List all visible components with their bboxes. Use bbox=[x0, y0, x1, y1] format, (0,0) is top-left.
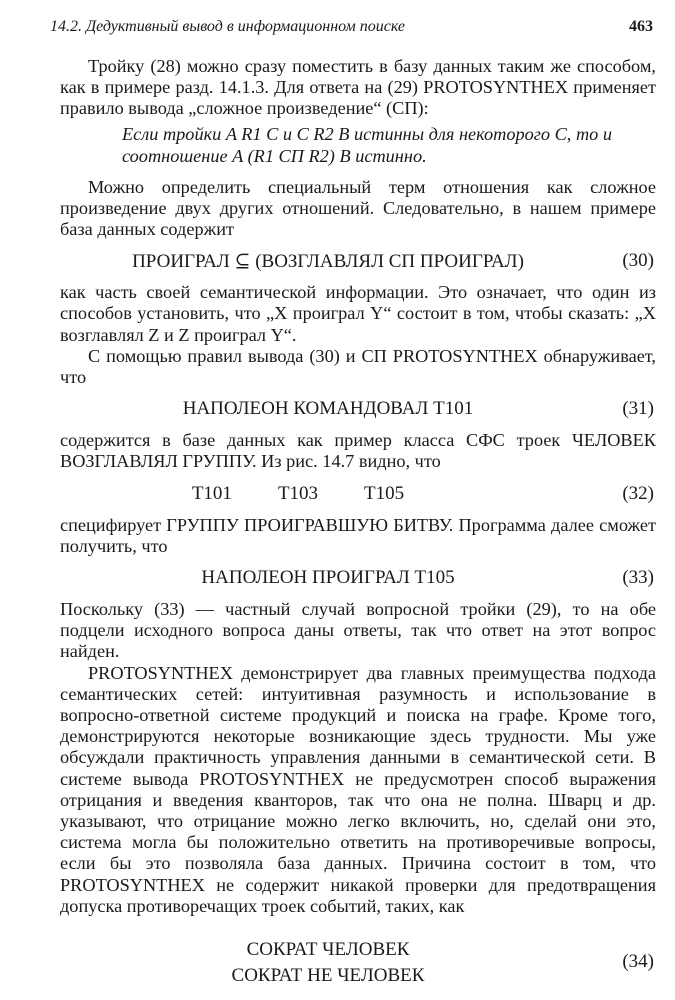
formula-31-number: (31) bbox=[622, 398, 654, 420]
formula-33-number: (33) bbox=[622, 567, 654, 589]
formula-34-number: (34) bbox=[622, 951, 654, 973]
page-header bbox=[50, 14, 653, 44]
triple-t105: Т105 bbox=[364, 482, 405, 504]
running-head: 14.2. Дедуктивный вывод в информационном поиске bbox=[50, 18, 406, 35]
formula-32-number: (32) bbox=[622, 482, 654, 504]
triple-t101: Т101 bbox=[191, 482, 232, 504]
triple-t103: Т103 bbox=[277, 482, 319, 504]
paragraph-4: С помощью правил вывода (30) и СП PROTOSYNTHEX обнаруживает, что bbox=[60, 345, 656, 388]
paragraph-6: специфирует ГРУППУ ПРОИГРАВШУЮ БИТВУ. Программа далее сможет получить, что bbox=[60, 514, 656, 556]
inference-rule: Если тройки A R1 C и C R2 B истинны для некоторого C, то и соотношение A (R1 СП R2) B истинно. bbox=[122, 123, 612, 166]
formula-34-expression bbox=[60, 937, 596, 989]
formula-31-expression: НАПОЛЕОН КОМАНДОВАЛ Т101 bbox=[182, 398, 474, 420]
formula-33 bbox=[60, 565, 656, 593]
paragraph-5: содержится в базе данных как пример класса СФС троек ЧЕЛОВЕК ВОЗГЛАВЛЯЛ ГРУППУ. Из рис. 14.7 видно, что bbox=[60, 430, 656, 472]
formula-32-expression bbox=[60, 483, 536, 505]
paragraph-2: Можно определить специальный терм отношения как сложное произведение двух других отношений. Следовательно, в нашем примере база данных содержит bbox=[60, 176, 656, 240]
formula-30 bbox=[60, 248, 656, 276]
formula-31 bbox=[60, 396, 656, 424]
page-number: 463 bbox=[629, 18, 653, 35]
page-body bbox=[60, 56, 656, 993]
paragraph-7: Поскольку (33) — частный случай вопросной тройки (29), то на обе подцели исходного вопроса даны ответы, так что ответ на этот вопрос найден. bbox=[60, 599, 656, 662]
formula-34-line-2: СОКРАТ НЕ ЧЕЛОВЕК bbox=[231, 965, 425, 987]
paragraph-8: PROTOSYNTHEX демонстрирует два главных преимущества подхода семантических сетей: интуитивная разумность и использование в вопросно-ответной системе продукций и поиска на графе. Кроме того, демонстрируются некоторые возникающие здесь трудности. Мы уже обсуждали практичность управления данными в семантической сети. В системе вывода PROTOSYNTHEX не предусмотрен способ выражения отрицания и введения кванторов, так что она не полна. Шварц и др. указывают, что отрицание можно легко включить, но, сделай они это, система могла бы положительно ответить на противоречивые вопросы, если бы это позволяла база данных. Причина состоит в том, что PROTOSYNTHEX не содержит никакой проверки для предотвращения допуска противоречащих троек событий, таких, как bbox=[60, 662, 656, 916]
paragraph-3: как часть своей семантической информации. Это означает, что один из способов установить, что „X проиграл Y“ состоит в том, чтобы сказать: „X возглавлял Z и Z проиграл Y“. bbox=[60, 282, 656, 345]
formula-32 bbox=[60, 481, 656, 509]
formula-34 bbox=[60, 937, 656, 993]
formula-30-expression: ПРОИГРАЛ ⊆ (ВОЗГЛАВЛЯЛ СП ПРОИГРАЛ) bbox=[132, 251, 524, 273]
formula-33-expression: НАПОЛЕОН ПРОИГРАЛ Т105 bbox=[201, 567, 455, 589]
paragraph-1: Тройку (28) можно сразу поместить в базу данных таким же способом, как в примере разд. 14.1.3. Для ответа на (29) PROTOSYNTHEX применяет правило вывода „сложное произведение“ (СП): bbox=[60, 56, 656, 119]
formula-30-number: (30) bbox=[622, 250, 654, 272]
formula-34-line-1: СОКРАТ ЧЕЛОВЕК bbox=[246, 939, 410, 961]
